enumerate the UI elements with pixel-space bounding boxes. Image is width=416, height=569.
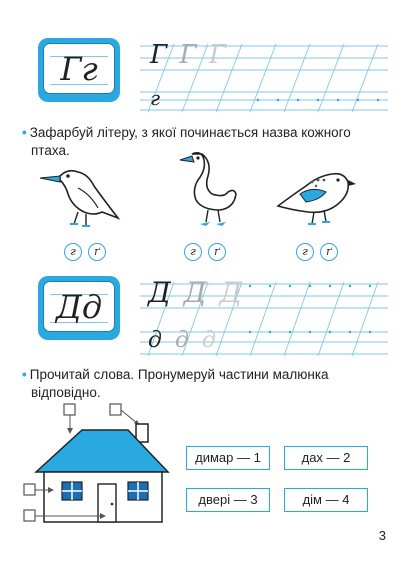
sample-letter: д bbox=[201, 328, 219, 353]
bullet-icon: • bbox=[22, 125, 27, 140]
sound-choice-crow bbox=[64, 243, 108, 263]
sparrow-icon bbox=[272, 164, 356, 230]
letter-glyph-d: Дд bbox=[55, 288, 103, 326]
house-icon bbox=[22, 400, 172, 530]
sound-choice-goose bbox=[184, 243, 228, 263]
goose-icon bbox=[172, 148, 242, 234]
sample-row-g-lower bbox=[150, 86, 160, 110]
task2-line1: Прочитай слова. Пронумеруй частини малюнка bbox=[29, 367, 329, 382]
sample-letter: г bbox=[150, 86, 161, 110]
sample-row-d-upper bbox=[148, 276, 244, 309]
sample-letter: Д bbox=[183, 276, 209, 309]
sound-choice-sparrow bbox=[296, 243, 340, 263]
sound-circle-g-hard[interactable]: ґ bbox=[208, 243, 226, 261]
sample-letter: Г bbox=[150, 40, 170, 70]
word-box-door: двері — 3 bbox=[186, 488, 270, 512]
sound-circle-g-hard[interactable]: ґ bbox=[88, 243, 106, 261]
sample-letter: Г bbox=[208, 40, 229, 70]
sample-letter: Г bbox=[179, 40, 199, 70]
task2-line2: відповідно. bbox=[31, 385, 101, 400]
word-box-roof: дах — 2 bbox=[284, 446, 368, 470]
sample-letter: Д bbox=[148, 276, 173, 309]
sound-circle-g[interactable]: г bbox=[184, 243, 202, 261]
sample-row-g-upper bbox=[150, 40, 228, 70]
sample-letter: д bbox=[148, 328, 165, 353]
sample-letter: Д bbox=[219, 276, 245, 309]
word-box-house: дім — 4 bbox=[284, 488, 368, 512]
word-box-chimney: димар — 1 bbox=[186, 446, 270, 470]
sample-letter: д bbox=[174, 328, 192, 353]
bullet-icon: • bbox=[22, 367, 27, 382]
task1-line1: Зафарбуй літеру, з якої починається назва кожного bbox=[29, 125, 351, 140]
sound-circle-g[interactable]: г bbox=[296, 243, 314, 261]
sound-circle-g-hard[interactable]: ґ bbox=[320, 243, 338, 261]
letter-card-inner bbox=[43, 281, 115, 332]
sample-row-d-lower bbox=[148, 328, 219, 353]
sound-circle-g[interactable]: г bbox=[64, 243, 82, 261]
page-number: 3 bbox=[378, 528, 386, 543]
task-instruction-2 bbox=[22, 366, 329, 402]
letter-glyph-g: Гг bbox=[60, 50, 98, 88]
letter-card-inner bbox=[43, 43, 115, 94]
letter-card-d bbox=[38, 276, 120, 340]
crow-icon bbox=[38, 160, 122, 230]
task1-line2: птаха. bbox=[31, 143, 70, 158]
letter-card-g bbox=[38, 38, 120, 102]
